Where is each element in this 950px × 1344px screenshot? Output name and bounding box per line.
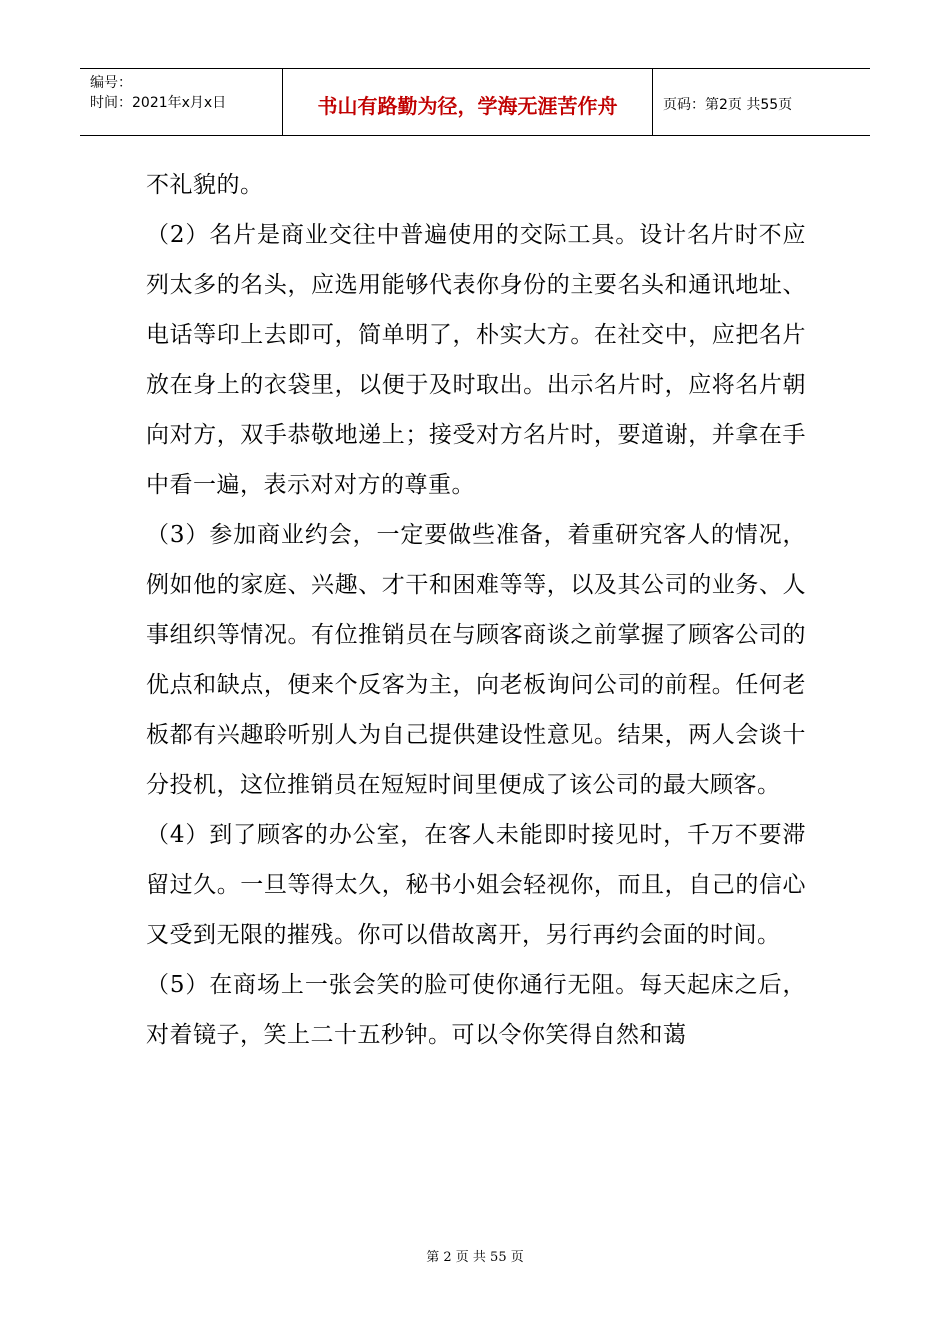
paragraph: （2）名片是商业交往中普遍使用的交际工具。设计名片时不应列太多的名头，应选用能够代表你身份的主要名头和通讯地址、电话等印上去即可，简单明了，朴实大方。在社交中，应把名片放在身上的衣袋里，以便于及时取出。出示名片时，应将名片朝向对方，双手恭敬地递上；接受对方名片时，要道谢，并拿在手中看一遍，表示对对方的尊重。 [146,222,806,498]
header-page-info: 页码：第2页 共55页 [663,97,793,113]
paragraph: 不礼貌的。 [146,172,264,198]
page-header [80,68,870,136]
document-body [146,160,806,1060]
header-meta [80,69,283,135]
paragraph: （4）到了顾客的办公室，在客人未能即时接见时，千万不要滞留过久。一旦等得太久，秘书小姐会轻视你，而且，自己的信心又受到无限的摧残。你可以借故离开，另行再约会面的时间。 [146,822,806,948]
header-motto: 书山有路勤为径，学海无涯苦作舟 [283,69,653,135]
header-time-label: 时间：2021年x月x日 [90,95,227,111]
header-number-label: 编号： [90,75,132,91]
paragraph: （3）参加商业约会，一定要做些准备，着重研究客人的情况，例如他的家庭、兴趣、才干和困难等等，以及其公司的业务、人事组织等情况。有位推销员在与顾客商谈之前掌握了顾客公司的优点和缺点，便来个反客为主，向老板询问公司的前程。任何老板都有兴趣聆听别人为自己提供建设性意见。结果，两人会谈十分投机，这位推销员在短短时间里便成了该公司的最大顾客。 [146,522,806,798]
page-footer: 第 2 页 共 55 页 [426,1250,524,1265]
paragraph: （5）在商场上一张会笑的脸可使你通行无阻。每天起床之后，对着镜子，笑上二十五秒钟。可以令你笑得自然和蔼 [146,972,806,1048]
